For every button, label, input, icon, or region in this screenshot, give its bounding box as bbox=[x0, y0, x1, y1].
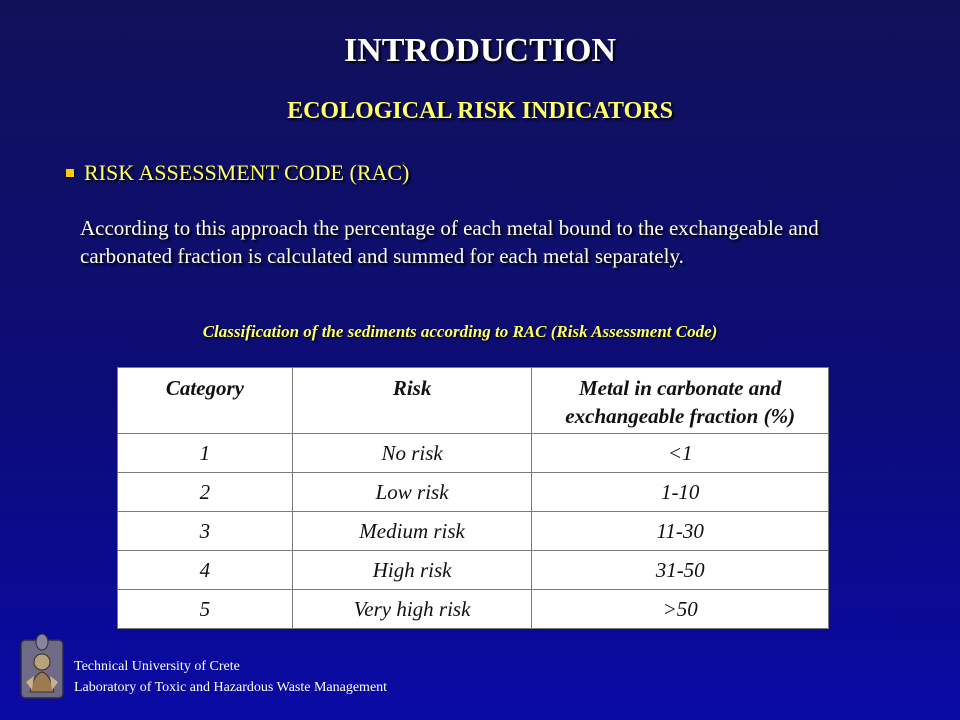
table-caption: Classification of the sediments according to RAC (Risk Assessment Code) bbox=[202, 322, 718, 341]
table-row bbox=[118, 512, 829, 551]
rac-classification-table bbox=[117, 367, 829, 629]
cell-fraction: <1 bbox=[532, 434, 829, 473]
header-risk: Risk bbox=[292, 368, 532, 434]
footer bbox=[20, 632, 387, 700]
cell-fraction: 1-10 bbox=[532, 473, 829, 512]
cell-risk: Very high risk bbox=[292, 590, 532, 629]
body-paragraph: According to this approach the percentage of each metal bound to the exchangeable and carbonated fraction is calculated and summed for each metal separately. bbox=[80, 216, 819, 268]
cell-risk: High risk bbox=[292, 551, 532, 590]
cell-category: 4 bbox=[118, 551, 293, 590]
footer-laboratory: Laboratory of Toxic and Hazardous Waste Management bbox=[74, 680, 388, 695]
header-category: Category bbox=[118, 368, 293, 434]
table-row bbox=[118, 590, 829, 629]
cell-risk: Low risk bbox=[292, 473, 532, 512]
cell-risk: No risk bbox=[292, 434, 532, 473]
slide-subtitle: ECOLOGICAL RISK INDICATORS bbox=[287, 98, 673, 124]
square-bullet-icon bbox=[66, 169, 74, 177]
bullet-text: RISK ASSESSMENT CODE (RAC) bbox=[84, 160, 410, 185]
cell-fraction: 31-50 bbox=[532, 551, 829, 590]
cell-category: 1 bbox=[118, 434, 293, 473]
table-header-row bbox=[118, 368, 829, 434]
table-row bbox=[118, 473, 829, 512]
cell-category: 5 bbox=[118, 590, 293, 629]
footer-text bbox=[74, 656, 387, 698]
cell-risk: Medium risk bbox=[292, 512, 532, 551]
slide-title: INTRODUCTION bbox=[343, 32, 617, 69]
footer-university: Technical University of Crete bbox=[74, 659, 240, 674]
university-seal-icon bbox=[20, 632, 64, 700]
header-metal-fraction bbox=[532, 368, 829, 434]
cell-fraction: >50 bbox=[532, 590, 829, 629]
cell-category: 3 bbox=[118, 512, 293, 551]
bullet-item-rac bbox=[66, 160, 409, 186]
cell-category: 2 bbox=[118, 473, 293, 512]
header-metal-line2: exchangeable fraction (%) bbox=[565, 404, 796, 428]
table-row bbox=[118, 434, 829, 473]
cell-fraction: 11-30 bbox=[532, 512, 829, 551]
header-metal-line1: Metal in carbonate and bbox=[578, 376, 782, 400]
table-row bbox=[118, 551, 829, 590]
